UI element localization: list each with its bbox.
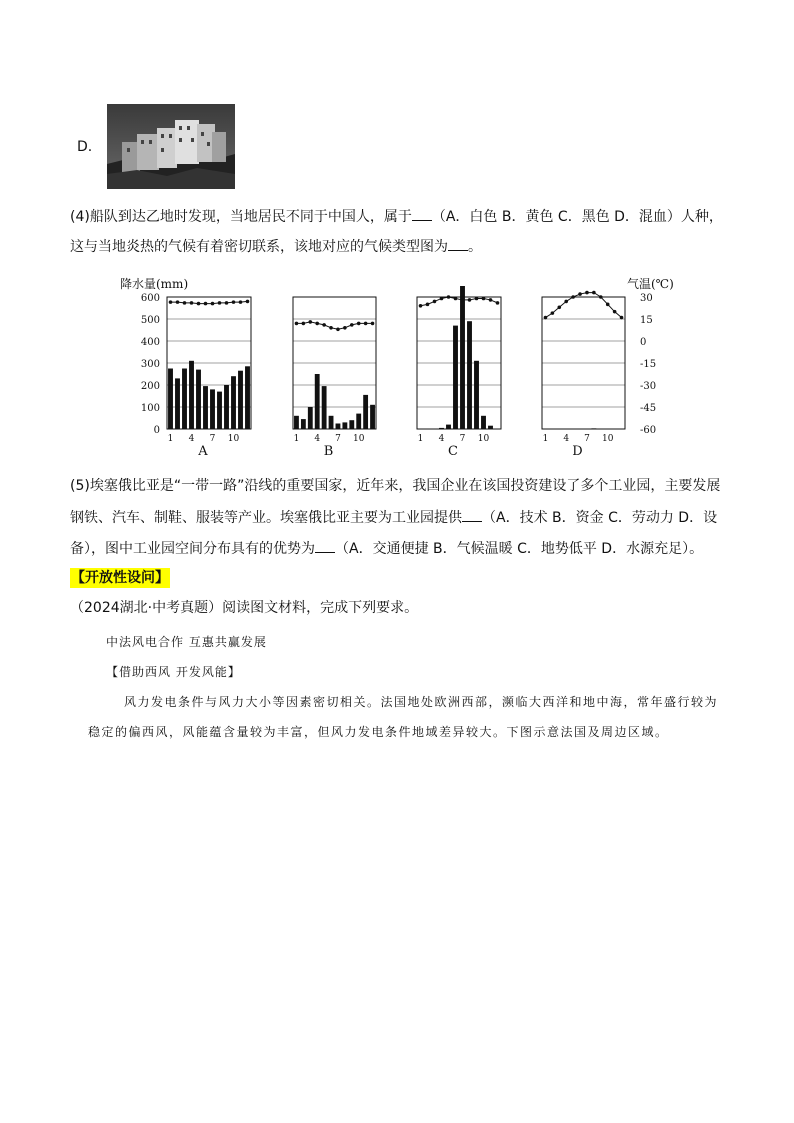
temp-point-D-7 xyxy=(585,291,589,295)
temp-point-D-4 xyxy=(564,300,568,304)
temp-point-B-10 xyxy=(357,322,361,326)
precip-tick-6: 0 xyxy=(153,425,160,436)
precip-bar-B-7 xyxy=(336,424,341,430)
x-tick-D-1: 1 xyxy=(542,434,549,444)
temp-point-D-5 xyxy=(571,295,575,299)
temp-point-B-2 xyxy=(302,322,306,326)
q5-text-2a: 钢铁、汽车、制鞋、服装等产业。埃塞俄比亚主要为工业园提供 xyxy=(70,510,462,526)
q4-text-1b: （A．白色 B．黄色 C．黑色 D．混血）人种， xyxy=(431,209,723,225)
temp-point-D-9 xyxy=(599,295,603,299)
material-title: 中法风电合作 互惠共赢发展 xyxy=(106,635,267,649)
q5-line-2 xyxy=(70,507,717,528)
temp-point-D-3 xyxy=(557,305,561,309)
temp-point-D-12 xyxy=(620,316,624,320)
temp-point-C-8 xyxy=(468,298,472,302)
precip-bar-B-1 xyxy=(294,416,299,429)
temp-point-A-5 xyxy=(197,302,201,306)
temp-point-D-10 xyxy=(606,303,610,307)
precip-tick-3: 300 xyxy=(140,359,160,370)
temp-point-B-4 xyxy=(315,322,319,326)
x-tick-C-10: 10 xyxy=(477,434,490,444)
precip-bar-A-6 xyxy=(203,386,208,429)
precip-bar-C-10 xyxy=(481,416,486,429)
x-tick-D-10: 10 xyxy=(601,434,614,444)
precip-bar-B-5 xyxy=(322,386,327,429)
q5-text-3a: 备），图中工业园空间分布具有的优势为 xyxy=(70,541,315,557)
temp-line-B xyxy=(296,322,372,329)
temp-tick-0: 30 xyxy=(640,293,653,304)
material-paragraph-line-1: 风力发电条件与风力大小等因素密切相关。法国地处欧洲西部，濒临大西洋和地中海，常年盛行较为 xyxy=(124,695,719,709)
x-tick-C-7: 7 xyxy=(459,434,466,444)
x-tick-B-1: 1 xyxy=(293,434,300,444)
temp-point-B-6 xyxy=(329,326,333,330)
precip-bar-B-8 xyxy=(342,422,347,429)
chart-name-A: A xyxy=(198,444,208,459)
precip-tick-5: 100 xyxy=(140,403,160,414)
q4-text-1a: (4)船队到达乙地时发现，当地居民不同于中国人，属于 xyxy=(70,209,412,225)
temp-point-A-11 xyxy=(239,300,243,304)
temp-point-C-2 xyxy=(426,303,430,307)
temp-point-B-8 xyxy=(343,326,347,330)
temp-point-C-4 xyxy=(440,297,444,301)
temp-point-B-9 xyxy=(350,323,354,327)
temp-point-C-1 xyxy=(419,304,423,308)
temp-point-C-12 xyxy=(496,301,500,305)
temp-point-B-5 xyxy=(322,323,326,327)
precip-bar-B-3 xyxy=(308,407,313,429)
material-paragraph-line-2: 稳定的偏西风，风能蕴含量较为丰富，但风力发电条件地域差异较大。下图示意法国及周边区域。 xyxy=(88,725,669,739)
temp-point-B-7 xyxy=(336,327,340,331)
temp-point-D-8 xyxy=(592,291,596,295)
climate-charts xyxy=(0,0,794,470)
q5-line-1: (5)埃塞俄比亚是“一带一路”沿线的重要国家，近年来，我国企业在该国投资建设了多个工业园，主要发展 xyxy=(70,478,721,494)
x-tick-D-7: 7 xyxy=(584,434,590,444)
precip-bar-B-10 xyxy=(356,414,361,429)
precip-tick-4: 200 xyxy=(140,381,160,392)
temp-tick-2: 0 xyxy=(640,337,647,348)
x-tick-C-4: 4 xyxy=(438,434,445,444)
temp-point-D-6 xyxy=(578,292,582,296)
temp-line-A xyxy=(171,301,248,303)
temp-point-B-3 xyxy=(308,320,312,324)
precip-bar-D-8 xyxy=(591,428,596,429)
temp-point-A-10 xyxy=(232,300,236,304)
temp-point-B-11 xyxy=(364,322,368,326)
temp-point-A-2 xyxy=(176,300,180,304)
temp-point-A-12 xyxy=(246,300,250,304)
temp-point-D-11 xyxy=(613,310,617,314)
precip-tick-2: 400 xyxy=(140,337,160,348)
temp-tick-3: -15 xyxy=(640,359,657,370)
source-line: （2024湖北·中考真题）阅读图文材料，完成下列要求。 xyxy=(70,600,419,616)
precip-bar-A-3 xyxy=(182,369,187,430)
temp-point-D-1 xyxy=(544,316,548,320)
q5-line-3 xyxy=(70,538,703,559)
precip-tick-0: 600 xyxy=(140,293,160,304)
precip-bar-B-9 xyxy=(349,420,354,429)
precip-bar-A-10 xyxy=(231,376,236,429)
precip-bar-C-7 xyxy=(460,286,465,429)
temp-point-B-1 xyxy=(295,322,299,326)
temp-point-A-4 xyxy=(190,301,194,305)
temp-line-D xyxy=(545,293,621,318)
temp-tick-5: -45 xyxy=(640,403,657,414)
chart-name-D: D xyxy=(572,444,583,459)
temp-axis-label: 气温(℃) xyxy=(627,277,674,291)
temp-point-C-11 xyxy=(489,298,493,302)
temp-point-A-1 xyxy=(169,300,173,304)
precip-bar-B-12 xyxy=(370,405,375,429)
q5-text-3b: （A．交通便捷 B．气候温暖 C．地势低平 D．水源充足）。 xyxy=(335,541,704,557)
temp-point-D-2 xyxy=(551,311,555,315)
precip-bar-C-5 xyxy=(446,425,451,429)
precip-bar-B-6 xyxy=(329,416,334,429)
precip-bar-C-6 xyxy=(453,326,458,429)
temp-tick-4: -30 xyxy=(640,381,657,392)
temp-point-A-8 xyxy=(218,301,222,305)
x-tick-B-10: 10 xyxy=(352,434,365,444)
temp-point-C-10 xyxy=(482,297,486,301)
temp-point-A-7 xyxy=(211,302,215,306)
q5-text-2b: （A．技术 B．资金 C．劳动力 D．设 xyxy=(482,510,718,526)
x-tick-D-4: 4 xyxy=(563,434,570,444)
precip-bar-A-5 xyxy=(196,370,201,429)
precip-bar-B-2 xyxy=(301,419,306,429)
x-tick-B-4: 4 xyxy=(314,434,321,444)
precip-bar-B-11 xyxy=(363,395,368,429)
precip-tick-1: 500 xyxy=(140,315,160,326)
temp-tick-1: 15 xyxy=(640,315,653,326)
q5-blank-1[interactable] xyxy=(462,507,482,522)
x-tick-A-1: 1 xyxy=(167,434,174,444)
precip-bar-C-8 xyxy=(467,321,472,429)
precip-axis-label: 降水量(mm) xyxy=(120,277,189,291)
temp-tick-6: -60 xyxy=(640,425,657,436)
x-tick-A-10: 10 xyxy=(227,434,240,444)
temp-point-C-3 xyxy=(433,300,437,304)
x-tick-A-7: 7 xyxy=(209,434,216,444)
precip-bar-A-2 xyxy=(175,378,180,429)
temp-point-C-6 xyxy=(454,297,458,301)
precip-bar-A-12 xyxy=(245,366,250,429)
precip-bar-A-4 xyxy=(189,361,194,429)
x-tick-A-4: 4 xyxy=(188,434,195,444)
precip-bar-C-4 xyxy=(439,428,444,429)
chart-name-B: B xyxy=(323,444,334,459)
x-tick-C-1: 1 xyxy=(417,434,424,444)
temp-point-C-9 xyxy=(475,297,479,301)
precip-bar-A-8 xyxy=(217,392,222,429)
q5-blank-2[interactable] xyxy=(315,538,335,553)
open-question-tag: 【开放性设问】 xyxy=(71,570,169,586)
temp-point-B-12 xyxy=(371,322,375,326)
temp-point-C-5 xyxy=(447,295,451,299)
temp-line-C xyxy=(421,297,498,306)
precip-bar-B-4 xyxy=(315,374,320,429)
temp-point-C-7 xyxy=(461,298,465,302)
precip-bar-A-1 xyxy=(168,369,173,430)
precip-bar-C-9 xyxy=(474,361,479,429)
option-d-label: D. xyxy=(77,139,93,155)
precip-bar-A-11 xyxy=(238,371,243,429)
q4-text-2b: 。 xyxy=(468,239,482,255)
chart-name-C: C xyxy=(448,444,458,459)
temp-point-A-9 xyxy=(225,301,229,305)
precip-bar-A-9 xyxy=(224,385,229,429)
x-tick-B-7: 7 xyxy=(335,434,341,444)
temp-point-A-3 xyxy=(183,301,187,305)
temp-point-A-6 xyxy=(204,302,208,306)
q4-text-2a: 这与当地炎热的气候有着密切联系，该地对应的气候类型图为 xyxy=(70,239,448,255)
material-subtitle: 【借助西风 开发风能】 xyxy=(106,665,241,679)
precip-bar-C-11 xyxy=(488,426,493,429)
precip-bar-A-7 xyxy=(210,389,215,429)
